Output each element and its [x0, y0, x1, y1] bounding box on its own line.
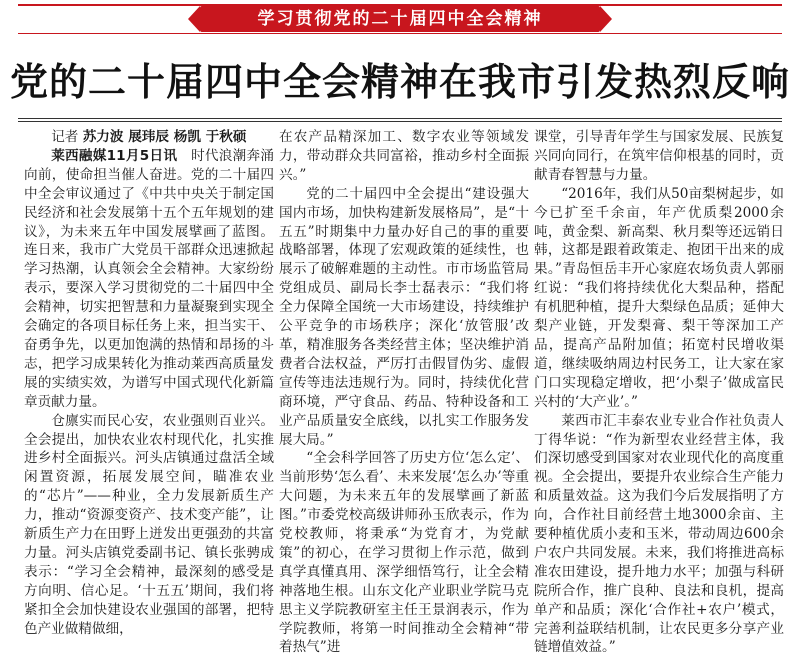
section-banner [0, 0, 800, 38]
article-headline: 党的二十届四中全会精神在我市引发热烈反响 [9, 60, 790, 104]
banner-rule-bottom [18, 33, 782, 34]
paragraph [24, 147, 274, 412]
paragraph-continued: 在农产品精深加工、数字农业等领域发力，带动群众共同富裕，推动乡村全面振兴。” [279, 129, 529, 183]
paragraph: 仓廪实而民心安，农业强则百业兴。全会提出，加快农业农村现代化，扎实推进乡村全面振兴。河头店镇通过盘活全域闲置资源，拓展发展空间，瞄准农业的“芯片”——种业，全力发展新质生产力，推动“资源变资产、技术变产能”，让新质生产力在田野上迸发出更强劲的共富力量。河头店镇党委副书记、镇长张骋成表示：“学习全会精神，最深刻的感受是方向明、信心足。‘十五五’期间，我们将紧扣全会加快建设农业强国的部署，把特色产业做精做细， [24, 412, 274, 637]
dateline: 莱西融媒11月5日讯 [51, 147, 178, 164]
section-banner-label: 学习贯彻党的二十届四中全会精神 [200, 6, 600, 32]
paragraph: “2016年，我们从50亩梨树起步，如今已扩至千余亩，年产优质梨2000余吨，黄金梨、新高梨、秋月梨等还远销日韩，这都是跟着政策走、抱团干出来的成果。”青岛恒岳丰开心家庭农场负责人郭丽红说：“我们将持续优化大梨品种，搭配有机肥种植，提升大梨绿色品质；延伸大梨产业链，开发梨膏、梨干等深加工产品，提高产品附加值；拓宽村民增收渠道，继续吸纳周边村民务工，让大家在家门口实现稳定增收，把‘小梨子’做成富民兴村的‘大产业’。” [534, 185, 784, 410]
article-column-3 [534, 128, 784, 656]
headline-divider-thin [18, 121, 782, 122]
headline-divider [18, 118, 782, 119]
paragraph-continued: 课堂，引导青年学生与国家发展、民族复兴同向同行，在筑牢信仰根基的同时，贡献青春智慧与力量。 [534, 129, 784, 183]
paragraph: 莱西市汇丰泰农业专业合作社负责人丁得华说：“作为新型农业经营主体，我们深切感受到国家对农业现代化的高度重视。全会提出，要提升农业综合生产能力和质量效益。这为我们今后发展指明了方向，合作社目前经营土地3000余亩、主要种植优质小麦和玉米，带动周边600余户农户共同发展。未来，我们将推进高标准农田建设，提升地力水平；加强与科研院所合作，推广良种、良法和良机，提高单产和品质；深化‘合作社+农户’模式，完善利益联结机制，让农民更多分享产业链增值效益。” [534, 412, 784, 656]
article-column-2 [279, 128, 529, 656]
article-column-1 [24, 128, 274, 638]
article-body [24, 128, 784, 656]
paragraph-text: 时代浪潮奔涌向前，使命担当催人奋进。党的二十届四中全会审议通过了《中共中央关于制定国民经济和社会发展第十五个五年规划的建议》，为未来五年中国发展擘画了蓝图。连日来，我市广大党员干部群众迅速掀起学习热潮，认真领会全会精神。大家纷纷表示，要深入学习贯彻党的二十届四中全会精神，切实把智慧和力量凝聚到实现全会确定的各项目标任务上来，担当实干、奋勇争先，以更加饱满的热情和昂扬的斗志，把学习成果转化为推动莱西高质量发展的实绩实效，为谱写中国式现代化新篇章贡献力量。 [24, 147, 274, 410]
byline [24, 128, 274, 147]
byline-label: 记者 [51, 129, 79, 145]
paragraph: “全会科学回答了历史方位‘怎么定’、当前形势‘怎么看’、未来发展‘怎么办’等重大问题，为未来五年的发展擘画了新蓝图。”市委党校高级讲师孙玉欣表示，作为党校教师，将秉承“为党育才，为党献策”的初心，在学习贯彻上作示范，做到真学真懂真用、深学细悟笃行，让全会精神落地生根。山东文化产业职业学院马克思主义学院教研室主任王景润表示，作为学院教师，将第一时间推动全会精神“带着热气”进 [279, 450, 529, 656]
byline-authors: 苏力波 展玮辰 杨凯 于秋硕 [82, 129, 247, 145]
paragraph: 党的二十届四中全会提出“建设强大国内市场，加快构建新发展格局”，是“十五五”时期集中力量办好自己的事的重要战略部署，体现了宏观政策的延续性，也展示了破解难题的主动性。市市场监管局党组成员、副局长李士磊表示：“我们将全力保障全国统一大市场建设，持续维护公平竞争的市场秩序；深化‘放管服’改革，精准服务各类经营主体；坚决维护消费者合法权益，严厉打击假冒伪劣、虚假宣传等违法违规行为。同时，持续优化营商环境，严守食品、药品、特种设备和工业产品质量安全底线，以扎实工作服务发展大局。” [279, 185, 529, 448]
